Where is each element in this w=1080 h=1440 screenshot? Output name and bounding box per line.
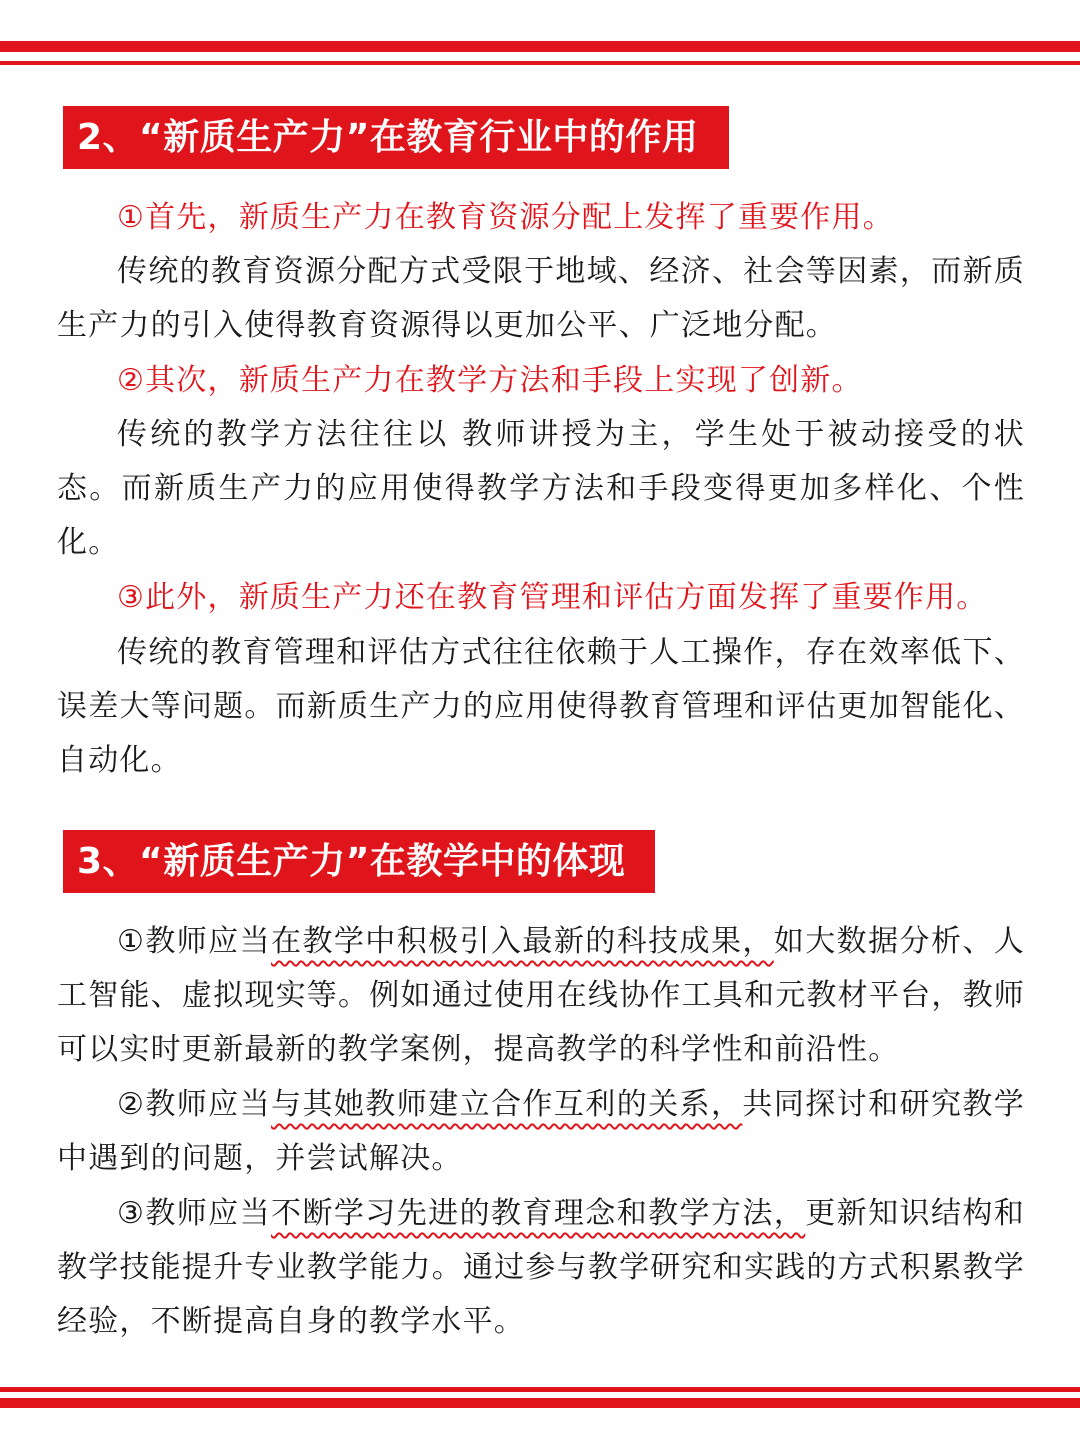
section-3-item-3-prefix: ③教师应当 (117, 1196, 272, 1231)
section-3-item-1-rest: 如大数据分析、人工智能、虚拟现实等。例如通过使用在线协作工具和元教材平台，教师可以实时更新最新的教学案例，提高教学的科学性和前沿性。 (57, 924, 1025, 1067)
section-2-point-3-heading: ③此外，新质生产力还在教育管理和评估方面发挥了重要作用。 (117, 580, 988, 615)
section-3-item-3 (57, 1187, 1025, 1349)
top-border-thin (0, 61, 1080, 65)
bottom-border-thick (0, 1398, 1080, 1408)
section-3-item-3-rest: 更新知识结构和教学技能提升专业教学能力。通过参与教学研究和实践的方式积累教学经验，不断提高自身的教学水平。 (57, 1196, 1025, 1339)
section-2-point-1-heading: ①首先，新质生产力在教育资源分配上发挥了重要作用。 (117, 200, 894, 235)
section-3-item-1 (57, 915, 1025, 1077)
bottom-border-thin (0, 1387, 1080, 1392)
section-3-item-1-prefix: ①教师应当 (117, 924, 272, 959)
section-2-point-3-body: 传统的教育管理和评估方式往往依赖于人工操作，存在效率低下、误差大等问题。而新质生产力的应用使得教育管理和评估更加智能化、自动化。 (57, 635, 1025, 778)
section-3-item-3-highlight: 不断学习先进的教育理念和教学方法， (271, 1196, 806, 1231)
section-3-item-1-highlight: 在教学中积极引入最新的科技成果， (271, 924, 774, 959)
section-2-point-2-body: 传统的教学方法往往以 教师讲授为主，学生处于被动接受的状态。而新质生产力的应用使得教学方法和手段变得更加多样化、个性化。 (57, 417, 1025, 560)
section-2-title: 2、“新质生产力”在教育行业中的作用 (63, 106, 729, 169)
section-3-item-2-highlight: 与其她教师建立合作互利的关系， (271, 1087, 743, 1122)
section-3-title: 3、“新质生产力”在教学中的体现 (63, 830, 655, 893)
section-3-item-2-rest: 共同探讨和研究教学中遇到的问题，并尝试解决。 (57, 1087, 1026, 1176)
section-3-item-2 (57, 1078, 1025, 1186)
top-border-thick (0, 41, 1080, 52)
section-3-item-2-prefix: ②教师应当 (117, 1087, 272, 1122)
section-2-point-1-body: 传统的教育资源分配方式受限于地域、经济、社会等因素，而新质生产力的引入使得教育资源得以更加公平、广泛地分配。 (57, 254, 1025, 343)
section-2-point-2-heading: ②其次，新质生产力在教学方法和手段上实现了创新。 (117, 363, 863, 398)
